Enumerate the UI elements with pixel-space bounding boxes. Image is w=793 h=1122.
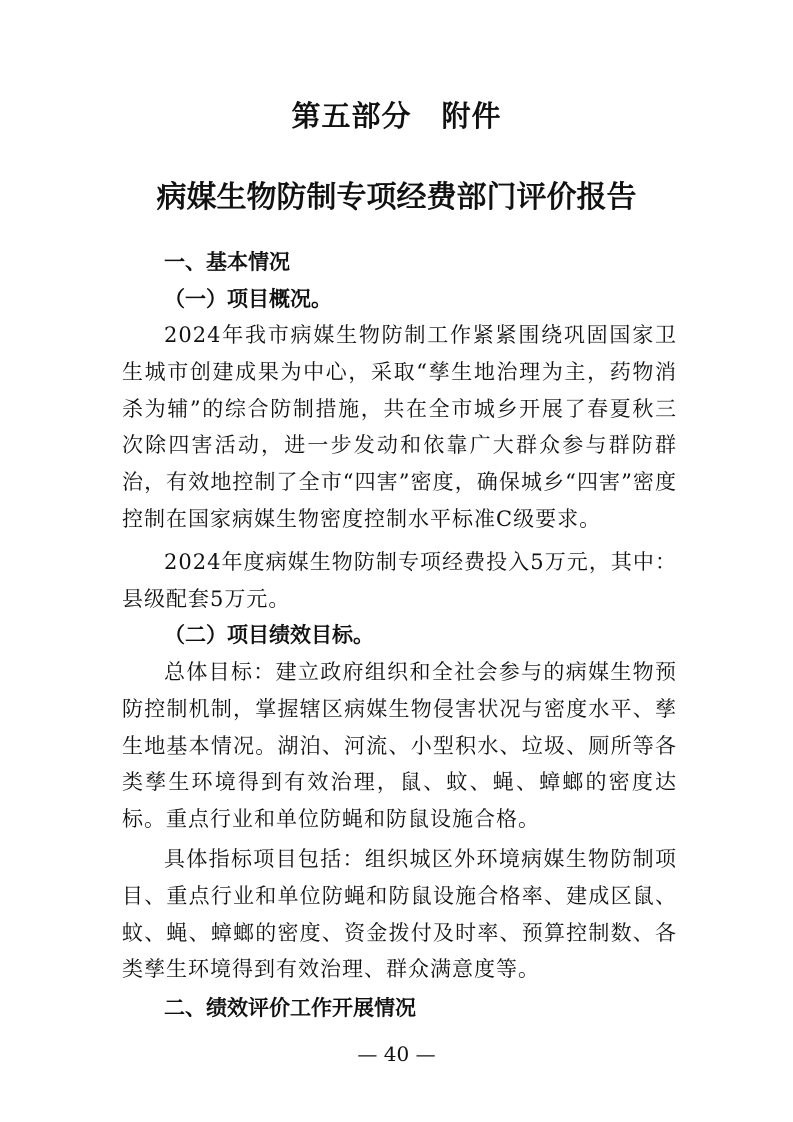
section-1-2-heading: （二）项目绩效目标。 <box>164 622 374 647</box>
part-title <box>0 96 793 136</box>
paragraph-project-overview: 2024年我市病媒生物防制工作紧紧围绕巩固国家卫生城市创建成果为中心，采取“孳生地治理为主，药物消杀为辅”的综合防制措施，共在全市城乡开展了春夏秋三次除四害活动，进一步发动和依靠广大群众参与群防群治，有效地控制了全市“四害”密度，确保城乡“四害”密度控制在国家病媒生物密度控制水平标准C级要求。 <box>122 323 677 531</box>
report-title: 病媒生物防制专项经费部门评价报告 <box>156 180 637 215</box>
section-2-heading: 二、绩效评价工作开展情况 <box>164 996 416 1020</box>
part-title-right: 附件 <box>441 99 502 133</box>
page-number: — 40 — <box>357 1042 436 1066</box>
part-title-left: 第五部分 <box>291 99 412 133</box>
paragraph-overall-goal: 总体目标：建立政府组织和全社会参与的病媒生物预防控制机制，掌握辖区病媒生物侵害状况与密度水平、孳生地基本情况。湖泊、河流、小型积水、垃圾、厕所等各类孳生环境得到有效治理，鼠、蚊、蝇、蟑螂的密度达标。重点行业和单位防蝇和防鼠设施合格。 <box>122 660 677 832</box>
paragraph-funding: 2024年度病媒生物防制专项经费投入5万元，其中：县级配套5万元。 <box>122 550 677 611</box>
paragraph-indicators: 具体指标项目包括：组织城区外环境病媒生物防制项目、重点行业和单位防蝇和防鼠设施合格率、建成区鼠、蚊、蝇、蟑螂的密度、资金拨付及时率、预算控制数、各类孳生环境得到有效治理、群众满意度等。 <box>122 847 677 982</box>
section-1-heading: 一、基本情况 <box>164 250 290 274</box>
section-1-1-heading: （一）项目概况。 <box>164 286 332 311</box>
